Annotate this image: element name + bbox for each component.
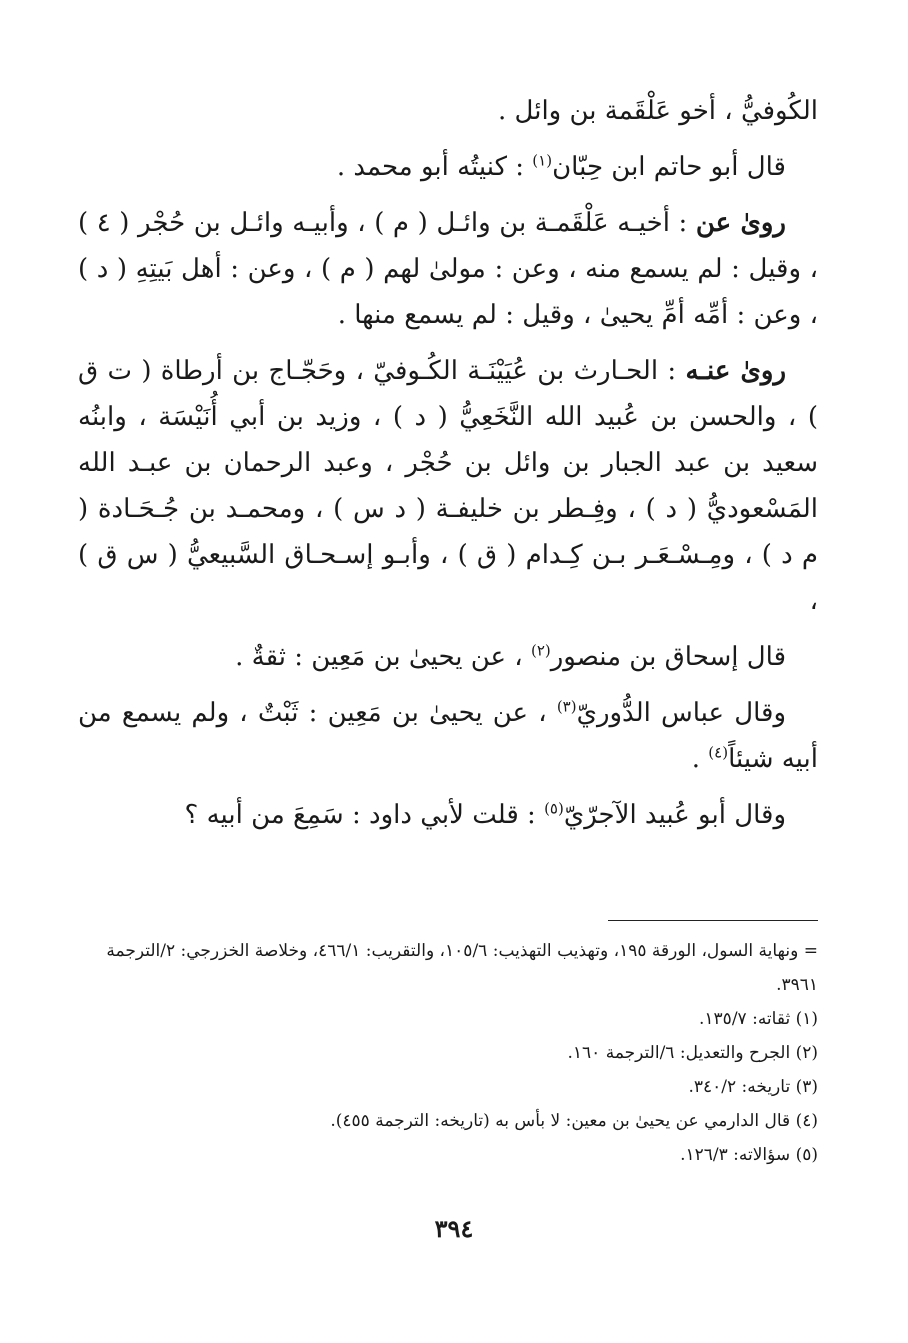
p2-text-start: قال أبو حاتم ابن حِبّان — [552, 152, 786, 182]
footnote-4: (٤) قال الدارمي عن يحيىٰ بن معين: لا بأس به (تاريخه: الترجمة ٤٥٥). — [330, 1111, 818, 1131]
p6-text-end: . — [691, 744, 709, 774]
footnote-ref-4[interactable]: (٤) — [708, 743, 729, 762]
footnote-3: (٣) تاريخه: ٣٤٠/٢. — [688, 1077, 818, 1097]
paragraph-1: الكُوفيُّ ، أخو عَلْقَمة بن وائل . — [498, 96, 818, 126]
footnote-2: (٢) الجرح والتعديل: ٦/الترجمة ١٦٠. — [567, 1043, 818, 1063]
footnote-ref-3[interactable]: (٣) — [556, 697, 577, 716]
rawa-an-label: روىٰ عن — [695, 208, 786, 238]
paragraph-5 — [78, 634, 818, 680]
p6-text-middle: ، عن يحيىٰ بن مَعِين : ثَبْتٌ ، ولم يسمع من أبيه شيئاً — [78, 698, 818, 774]
p6-text-start: وقال عباس الدُّوريّ — [576, 698, 787, 728]
paragraph-7 — [78, 792, 818, 838]
rawa-anhu-label: روىٰ عنـه — [685, 356, 786, 386]
footnote-continuation: = ونهاية السول، الورقة ١٩٥، وتهذيب التهذيب: ١٠٥/٦، والتقريب: ٤٦٦/١، وخلاصة الخزرجي: ٢/الترجمة ٣٩٦١. — [106, 941, 818, 995]
p5-text-start: قال إسحاق بن منصور — [550, 642, 786, 672]
p7-text-end: : قلت لأبي داود : سَمِعَ من أبيه ؟ — [184, 800, 545, 830]
p2-text-end: : كنيتُه أبو محمد . — [336, 152, 533, 182]
p7-text-start: وقال أبو عُبيد الآجرّيّ — [563, 800, 786, 830]
footnotes — [78, 934, 818, 1172]
footnote-ref-5[interactable]: (٥) — [544, 799, 564, 818]
footnote-ref-1[interactable]: (١) — [532, 151, 553, 170]
footnote-5: (٥) سؤالاته: ١٢٦/٣. — [680, 1145, 818, 1165]
paragraph-rawa-an — [78, 200, 818, 338]
page-number: ٣٩٤ — [434, 1214, 474, 1243]
paragraph-rawa-anhu — [78, 348, 818, 624]
p5-text-end: ، عن يحيىٰ بن مَعِين : ثقةٌ . — [235, 642, 531, 672]
footnote-1: (١) ثقاته: ١٣٥/٧. — [699, 1009, 818, 1029]
rawa-anhu-text: : الحـارث بن عُيَيْنَـة الكُـوفيّ ، وحَجّـاج بن أرطاة ( ت ق ) ، والحسن بن عُبيد الله النَّخَعِيُّ ( د ) ، وزيد بن أبي أُنَيْسَة ، وابنُه سعيد بن عبد الجبار بن وائل بن حُجْر ، وعبد الرحمان بن عبـد الله المَسْعوديُّ ( د ) ، وفِـطر بن خليفـة ( د س ) ، ومحمـد بن جُـحَـادة ( م د ) ، ومِـسْـعَـر بـن كِـدام ( ق ) ، وأبـو إسـحـاق السَّبيعيُّ ( س ق ) ، — [78, 356, 818, 616]
paragraph-6 — [78, 690, 818, 782]
footnote-divider — [608, 920, 818, 921]
rawa-an-text: : أخيـه عَلْقَمـة بن وائـل ( م ) ، وأبيـه وائـل بن حُجْر ( ٤ ) ، وقيل : لم يسمع منه ، وعن : مولىٰ لهم ( م ) ، وعن : أهل بَيتِهِ ( د ) ، وعن : أمِّه أمِّ يحيىٰ ، وقيل : لم يسمع منها . — [78, 208, 818, 330]
paragraph-2 — [78, 144, 818, 190]
footnote-ref-2[interactable]: (٢) — [530, 641, 551, 660]
main-text — [78, 88, 818, 838]
